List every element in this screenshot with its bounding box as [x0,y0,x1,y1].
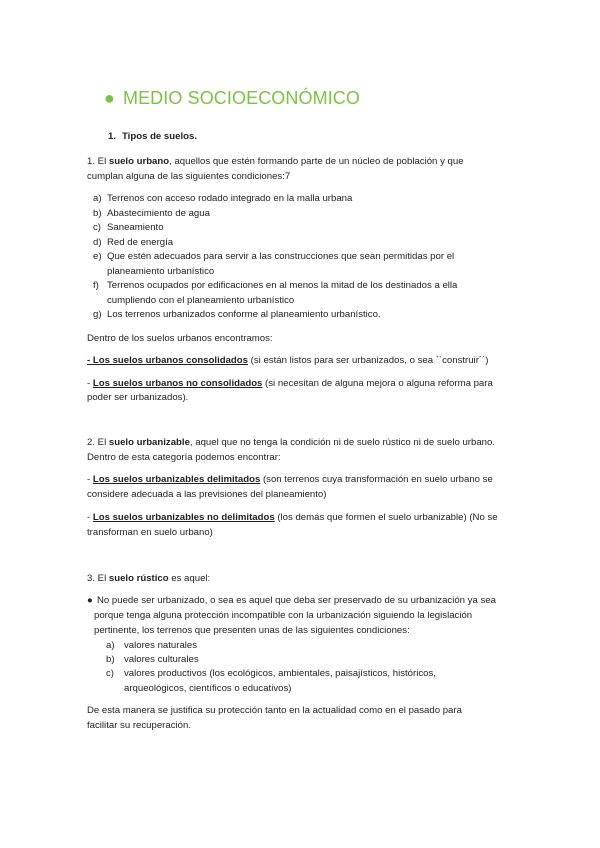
list-label: a) [93,193,102,204]
list-item: Que estén adecuados para servir a las construcciones que sean permitidas por el [107,251,455,262]
closing-paragraph: De esta manera se justifica su protección tanto en la actualidad como en el pasado para [87,705,462,716]
list-item-cont: arqueológicos, científicos o educativos) [124,683,292,694]
list-label: f) [93,280,99,291]
rustico-term: suelo rústico [108,573,169,584]
list-item: Terrenos con acceso rodado integrado en la malla urbana [107,193,353,204]
list-item: Los terrenos urbanizados conforme al planeamiento urbanístico. [107,309,381,320]
heading-bullet: ● [104,88,115,108]
list-label: c) [106,668,114,679]
list-label: b) [93,208,102,219]
no-consolidados-term: Los suelos urbanos no consolidados [92,378,263,389]
urbanizable-intro-line2: Dentro de esta categoría podemos encontrar: [87,452,281,463]
list-item: valores productivos (los ecológicos, ambientales, paisajísticos, históricos, [124,668,436,679]
no-delimitados-line2: transforman en suelo urbano) [87,527,213,538]
urbanizable-term: suelo urbanizable [108,437,190,448]
closing-paragraph-line2: facilitar su recuperación. [87,720,191,731]
list-item: Abastecimiento de agua [107,208,210,219]
rustico-paragraph: No puede ser urbanizado, o sea es aquel que deba ser preservado de su urbanización ya sea [97,595,496,606]
no-consolidados-line: - Los suelos urbanos no consolidados (si necesitan de alguna mejora o alguna reforma para [87,378,493,389]
no-delimitados-line: - Los suelos urbanizables no delimitados (los demás que formen el suelo urbanizable) (No se [87,512,498,523]
bullet-icon: ● [87,595,93,606]
no-consolidados-line2: poder ser urbanizados). [87,392,189,403]
list-item: valores naturales [124,640,198,651]
delimitados-line2: considere adecuada a las previsiones del planeamiento) [87,489,327,500]
consolidados-term: - Los suelos urbanos consolidados [87,355,248,366]
list-item-cont: planeamiento urbanístico [107,266,215,277]
list-label: e) [93,251,102,262]
list-label: b) [106,654,115,665]
list-label: g) [93,309,102,320]
urbano-term: suelo urbano [108,156,170,167]
delimitados-line: - Los suelos urbanizables delimitados (son terrenos cuya transformación en suelo urbano se [87,474,493,485]
delimitados-term: Los suelos urbanizables delimitados [92,474,261,485]
no-delimitados-term: Los suelos urbanizables no delimitados [92,512,275,523]
rustico-paragraph-line2: porque tenga alguna protección incompatible con la urbanización siguiendo la legislación [94,610,473,621]
list-label: d) [93,237,102,248]
urbano-within: Dentro de los suelos urbanos encontramos: [87,333,273,344]
section-heading [104,88,360,109]
consolidados-line: - Los suelos urbanos consolidados (si están listos para ser urbanizados, o sea ``construir´´) [87,355,489,366]
urbano-intro-line2: cumplan alguna de las siguientes condiciones:7 [87,171,291,182]
heading-title: MEDIO SOCIOECONÓMICO [122,88,360,108]
urbano-intro: 1. El suelo urbano, aquellos que estén formando parte de un núcleo de población y que [87,156,464,167]
list-item-cont: cumpliendo con el planeamiento urbanístico [107,295,295,306]
list-label: a) [106,640,115,651]
list-item: valores culturales [124,654,199,665]
rustico-paragraph-line3: pertinente, los terrenos que presenten unas de las siguientes condiciones: [94,625,410,636]
subsection-number: 1. [108,131,117,142]
list-label: c) [93,222,101,233]
rustico-intro: 3. El suelo rústico es aquel: [87,573,211,584]
list-item: Saneamiento [107,222,164,233]
subsection-title: Tipos de suelos. [122,131,197,142]
urbanizable-intro: 2. El suelo urbanizable, aquel que no tenga la condición ni de suelo rústico ni de suelo urbano. [87,437,496,448]
list-item: Terrenos ocupados por edificaciones en al menos la mitad de los destinados a ella [107,280,458,291]
list-item: Red de energía [107,237,174,248]
